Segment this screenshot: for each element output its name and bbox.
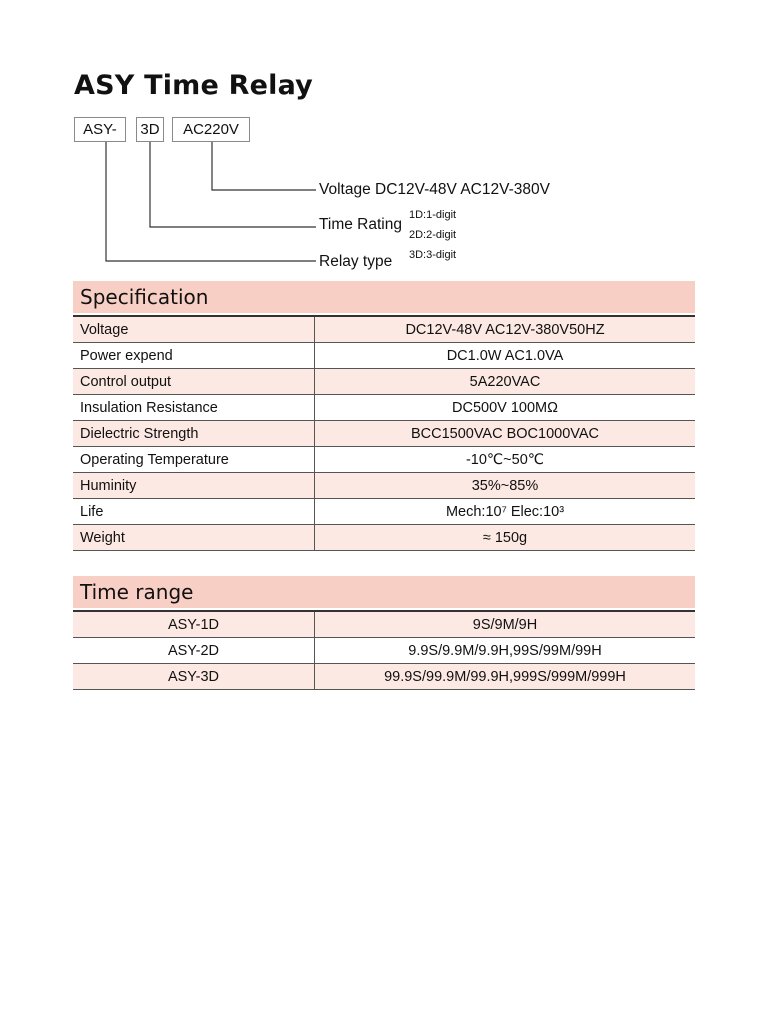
table-row (73, 499, 695, 525)
model-time-digits-box: 3D (136, 117, 164, 142)
time-rating-connector-line (150, 142, 316, 227)
spec-value: DC500V 100MΩ (315, 395, 696, 421)
spec-value: 35%~85% (315, 473, 696, 499)
spec-value: -10℃~50℃ (315, 447, 696, 473)
spec-label: Control output (73, 369, 315, 395)
table-row (73, 369, 695, 395)
page-title: ASY Time Relay (74, 70, 313, 101)
table-row (73, 447, 695, 473)
model-voltage-box: AC220V (172, 117, 250, 142)
relay-type-connector-line (106, 142, 316, 261)
spec-label: Insulation Resistance (73, 395, 315, 421)
range-value: 9.9S/9.9M/9.9H,99S/99M/99H (315, 638, 696, 664)
table-row (73, 525, 695, 551)
voltage-connector-line (212, 142, 316, 190)
range-value: 9S/9M/9H (315, 611, 696, 638)
table-row (73, 343, 695, 369)
spec-value: Mech:10⁷ Elec:10³ (315, 499, 696, 525)
table-row (73, 421, 695, 447)
spec-label: Voltage (73, 316, 315, 343)
legend-relay-type: Relay type (319, 253, 393, 270)
spec-label: Life (73, 499, 315, 525)
spec-label: Power expend (73, 343, 315, 369)
spec-value: DC1.0W AC1.0VA (315, 343, 696, 369)
range-model: ASY-2D (73, 638, 315, 664)
spec-label: Weight (73, 525, 315, 551)
digit-option-1d: 1D:1-digit (409, 209, 457, 221)
spec-label: Operating Temperature (73, 447, 315, 473)
time-range-table (73, 610, 695, 690)
time-range-heading: Time range (73, 576, 695, 608)
table-row (73, 638, 695, 664)
spec-value: ≈ 150g (315, 525, 696, 551)
range-model: ASY-1D (73, 611, 315, 638)
spec-label: Dielectric Strength (73, 421, 315, 447)
spec-value: BCC1500VAC BOC1000VAC (315, 421, 696, 447)
table-row (73, 473, 695, 499)
specification-table (73, 315, 695, 551)
spec-value: DC12V-48V AC12V-380V50HZ (315, 316, 696, 343)
table-row (73, 611, 695, 638)
range-model: ASY-3D (73, 664, 315, 690)
specification-heading: Specification (73, 281, 695, 313)
table-row (73, 395, 695, 421)
model-series-box: ASY- (74, 117, 126, 142)
legend-voltage: Voltage DC12V-48V AC12V-380V (319, 181, 550, 198)
spec-value: 5A220VAC (315, 369, 696, 395)
spec-label: Huminity (73, 473, 315, 499)
digit-option-3d: 3D:3-digit (409, 249, 457, 261)
table-row (73, 316, 695, 343)
table-row (73, 664, 695, 690)
digit-option-2d: 2D:2-digit (409, 229, 457, 241)
legend-time-rating: Time Rating (319, 216, 402, 233)
range-value: 99.9S/99.9M/99.9H,999S/999M/999H (315, 664, 696, 690)
